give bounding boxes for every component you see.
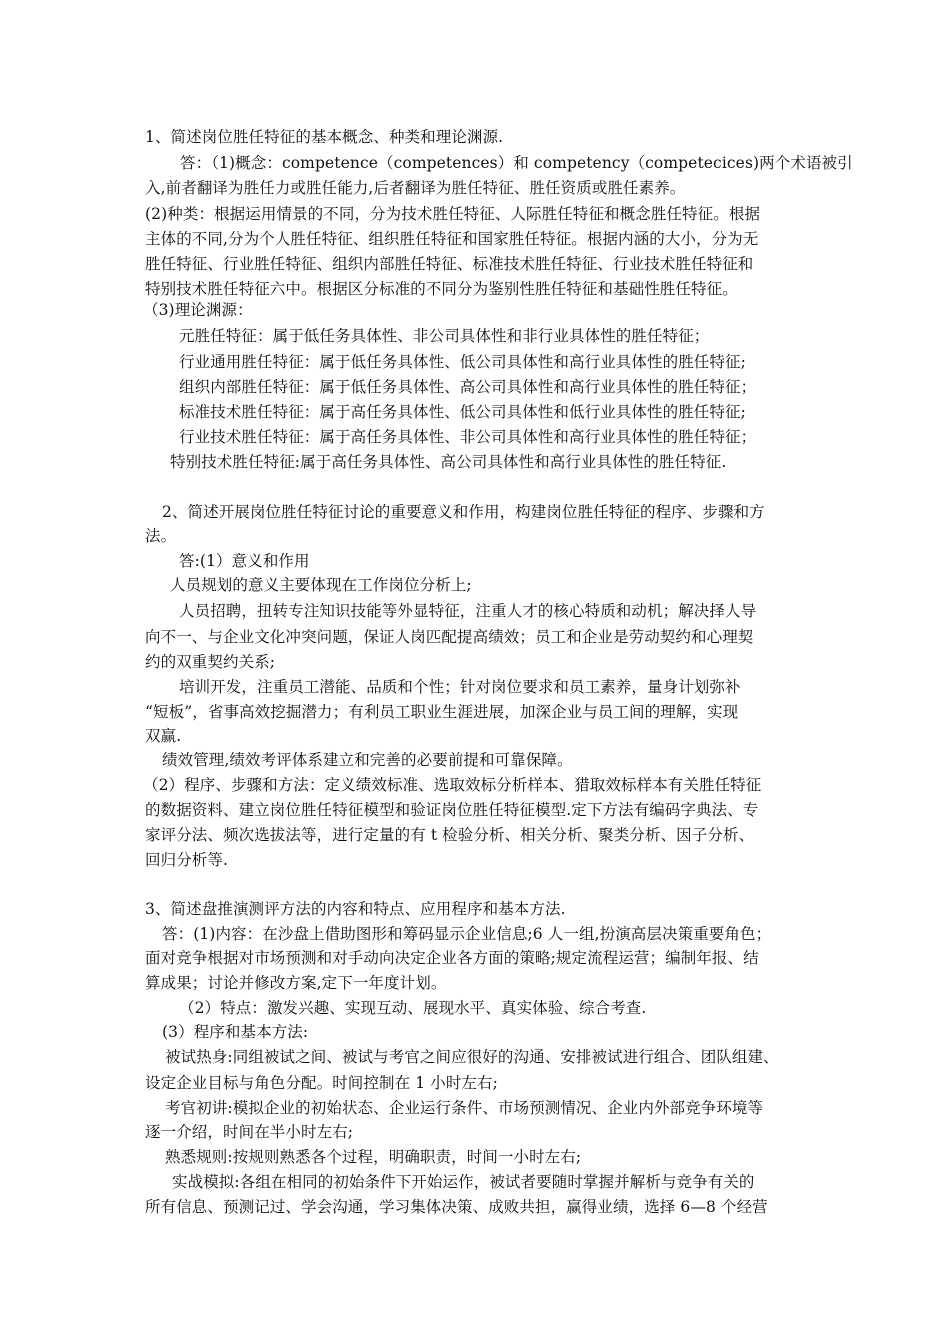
q1-theory-item: 行业通用胜任特征：属于低任务具体性、低公司具体性和高行业具体性的胜任特征; [179, 353, 746, 371]
q1-answer-concept-line: 答：（1)概念：competence（competences）和 competency（competecices)两个术语被引 [180, 154, 853, 172]
q3-procedure-line: 设定企业目标与角色分配。时间控制在 1 小时左右; [145, 1074, 498, 1092]
q2-procedure-line: 家评分法、频次选拔法等，进行定量的有 t 检验分析、相关分析、聚类分析、因子分析、 [145, 826, 755, 844]
q3-answer-line: 面对竞争根据对市场预测和对手动向决定企业各方面的策略;规定流程运营；编制年报、结 [145, 949, 759, 967]
q3-features-line: （2）特点：激发兴趣、实现互动、展现水平、真实体验、综合考查. [179, 999, 647, 1017]
q1-types-line: 胜任特征、行业胜任特征、组织内部胜任特征、标准技术胜任特征、行业技术胜任特征和 [145, 255, 754, 273]
q2-answer-line: 人员规划的意义主要体现在工作岗位分析上; [170, 576, 472, 594]
q1-theory-item: 特别技术胜任特征:属于高任务具体性、高公司具体性和高行业具体性的胜任特征. [170, 453, 727, 471]
q2-answer-line: 培训开发，注重员工潜能、品质和个性；针对岗位要求和员工素养，量身计划弥补 [179, 678, 741, 696]
q1-theory-item: 组织内部胜任特征：属于低任务具体性、高公司具体性和高行业具体性的胜任特征； [179, 378, 757, 396]
q2-answer-line: 向不一、与企业文化冲突问题，保证人岗匹配提高绩效；员工和企业是劳动契约和心理契 [145, 628, 754, 646]
q2-answer-line: “短板”，省事高效挖掘潜力；有利员工职业生涯进展，加深企业与员工间的理解，实现 [145, 703, 739, 721]
q3-answer-line: 算成果；讨论并修改方案,定下一年度计划。 [145, 974, 447, 992]
q2-procedure-line: 回归分析等. [145, 851, 229, 869]
q3-procedure-line: 熟悉规则:按规则熟悉各个过程，明确职责，时间一小时左右; [165, 1148, 582, 1166]
q1-types-line: 主体的不同,分为个人胜任特征、组织胜任特征和国家胜任特征。根据内涵的大小，分为无 [145, 230, 759, 248]
question-1-title: 1、简述岗位胜任特征的基本概念、种类和理论渊源. [145, 128, 504, 146]
q1-theory-item: 元胜任特征：属于低任务具体性、非公司具体性和非行业具体性的胜任特征； [179, 327, 710, 345]
q3-procedure-heading: (3）程序和基本方法: [162, 1023, 309, 1041]
q2-answer-line: 绩效管理,绩效考评体系建立和完善的必要前提和可靠保障。 [162, 751, 573, 769]
q1-answer-concept-line: 入,前者翻译为胜任力或胜任能力,后者翻译为胜任特征、胜任资质或胜任素养。 [145, 179, 686, 197]
q3-procedure-line: 逐一介绍，时间在半小时左右; [145, 1123, 354, 1141]
q2-answer-line: 人员招聘，扭转专注知识技能等外显特征，注重人才的核心特质和动机；解决择人导 [179, 602, 757, 620]
q1-theory-heading: （3)理论渊源： [143, 301, 253, 319]
question-3-title: 3、简述盘推演测评方法的内容和特点、应用程序和基本方法. [145, 900, 566, 918]
q1-theory-item: 标准技术胜任特征：属于高任务具体性、低公司具体性和低行业具体性的胜任特征; [179, 403, 746, 421]
q2-answer-heading: 答:(1）意义和作用 [179, 552, 310, 570]
q3-procedure-line: 考官初讲:模拟企业的初始状态、企业运行条件、市场预测情况、企业内外部竞争环境等 [165, 1099, 764, 1117]
q1-types-line: 特别技术胜任特征六中。根据区分标准的不同分为鉴别性胜任特征和基础性胜任特征。 [145, 280, 738, 298]
q2-answer-line: 约的双重契约关系; [145, 653, 276, 671]
q1-types-line: (2)种类：根据运用情景的不同，分为技术胜任特征、人际胜任特征和概念胜任特征。根据 [145, 205, 761, 223]
q3-procedure-line: 实战模拟:各组在相同的初始条件下开始运作，被试者要随时掌握并解析与竞争有关的 [172, 1173, 755, 1191]
q1-theory-item: 行业技术胜任特征：属于高任务具体性、非公司具体性和高行业具体性的胜任特征； [179, 428, 757, 446]
question-2-title-cont: 法。 [145, 527, 177, 545]
question-2-title: 2、简述开展岗位胜任特征讨论的重要意义和作用，构建岗位胜任特征的程序、步骤和方 [162, 503, 765, 521]
q3-procedure-line: 所有信息、预测记过、学会沟通，学习集体决策、成败共担，赢得业绩，选择 6—8 个经营 [145, 1198, 768, 1216]
q2-procedure-line: （2）程序、步骤和方法：定义绩效标准、选取效标分析样本、猎取效标样本有关胜任特征 [143, 776, 762, 794]
q2-procedure-line: 的数据资料、建立岗位胜任特征模型和验证岗位胜任特征模型.定下方法有编码字典法、专 [145, 801, 759, 819]
q3-answer-line: 答：(1)内容：在沙盘上借助图形和筹码显示企业信息;6 人一组,扮演高层决策重要角色； [162, 925, 772, 943]
q2-answer-line: 双赢. [145, 727, 182, 745]
q3-procedure-line: 被试热身:同组被试之间、被试与考官之间应很好的沟通、安排被试进行组合、团队组建、 [165, 1048, 779, 1066]
